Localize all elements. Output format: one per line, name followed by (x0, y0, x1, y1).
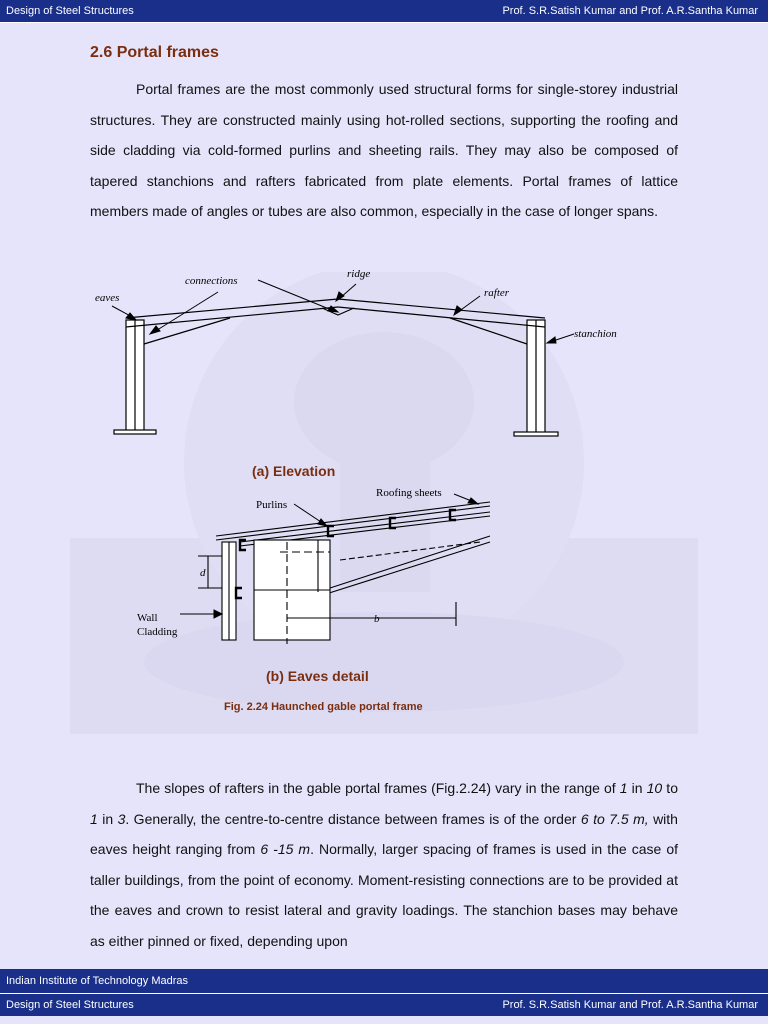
figure-caption: Fig. 2.24 Haunched gable portal frame (224, 701, 423, 713)
bottom-margin (0, 1016, 768, 1024)
footer-institute: Indian Institute of Technology Madras (6, 975, 189, 987)
label-cladding: Cladding (137, 626, 178, 638)
left-rafter-top (126, 299, 338, 318)
left-base-plate (114, 430, 156, 434)
sheeting-rail (236, 588, 242, 598)
page-header (0, 0, 768, 22)
label-stanchion: stanchion (574, 328, 617, 340)
footer-course-title: Design of Steel Structures (6, 999, 134, 1011)
elevation-drawing (90, 262, 650, 442)
header-divider (0, 22, 768, 23)
label-roofing-sheets: Roofing sheets (376, 487, 442, 499)
section-title: 2.6 Portal frames (90, 44, 219, 61)
header-authors: Prof. S.R.Satish Kumar and Prof. A.R.Santha Kumar (502, 5, 758, 17)
right-rafter-bottom (338, 307, 545, 327)
slopes-paragraph: The slopes of rafters in the gable portal frames (Fig.2.24) vary in the range of 1 in 10 to 1 in 3. Generally, the centre-to-centre distance between frames is of the order 6 to 7.5 m, with eaves height ranging from 6 -15 m. Normally, larger spacing of frames is used in the case of taller buildings, from the point of economy. Moment-resisting connections are to be provided at the eaves and crown to resist lateral and gravity loadings. The stanchion bases may behave as either pinned or fixed, depending upon (90, 780, 678, 949)
caption-eaves-detail: (b) Eaves detail (266, 668, 369, 684)
label-connections: connections (185, 275, 238, 287)
footer-authors: Prof. S.R.Satish Kumar and Prof. A.R.Santha Kumar (502, 999, 758, 1011)
header-course-title: Design of Steel Structures (6, 5, 134, 17)
right-base-plate (514, 432, 558, 436)
label-dim-d: d (200, 567, 206, 579)
right-rafter-top (338, 299, 545, 318)
purlin-4 (450, 510, 456, 520)
label-dim-b: b (374, 613, 380, 625)
rafter-top (240, 512, 490, 542)
label-purlins: Purlins (256, 499, 288, 511)
caption-elevation: (a) Elevation (252, 463, 336, 479)
left-rafter-bottom (126, 307, 338, 327)
label-wall: Wall (137, 612, 158, 624)
label-ridge: ridge (347, 268, 371, 280)
label-eaves: eaves (95, 292, 120, 304)
label-rafter: rafter (484, 287, 510, 299)
footer-institute-bar (0, 969, 768, 993)
footer-bar (0, 994, 768, 1016)
intro-paragraph: Portal frames are the most commonly used structural forms for single-storey industrial structures. They are constructed mainly using hot-rolled sections, supporting the roofing and side cladding via cold-formed purlins and sheeting rails. They may also be composed of tapered stanchions and rafters fabricated from plate elements. Portal frames of lattice members made of angles or tubes are also common, especially in the case of longer spans. (90, 81, 678, 219)
eaves-detail-drawing (130, 484, 510, 654)
